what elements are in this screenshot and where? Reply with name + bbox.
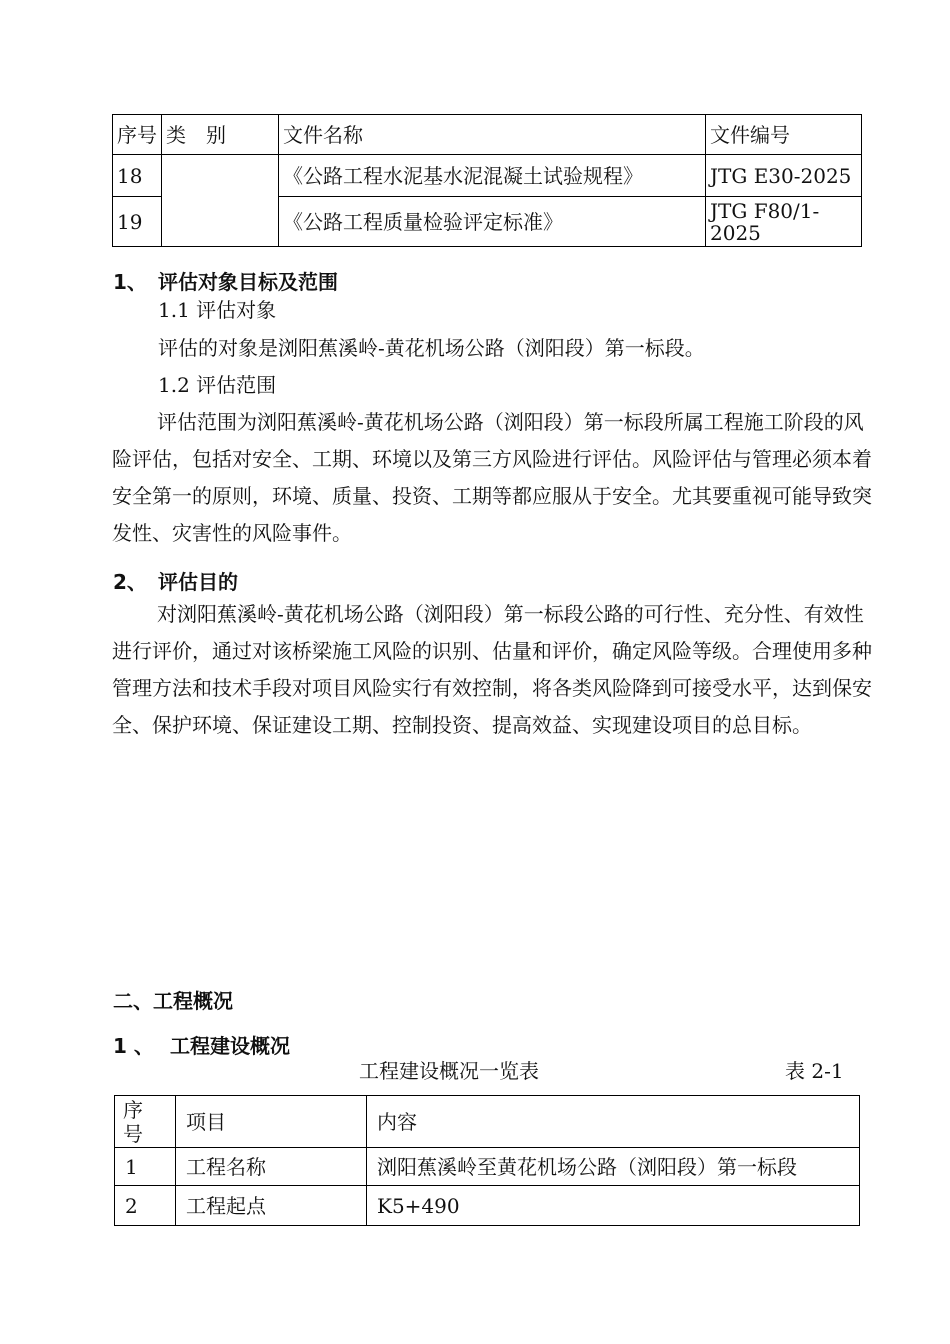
chapter-2-title: 二、工程概况	[113, 989, 233, 1013]
section-1-number: 1、	[113, 270, 147, 294]
paragraph-assessment-scope: 评估范围为浏阳蕉溪岭-黄花机场公路（浏阳段）第一标段所属工程施工阶段的风险评估，包括对安全、工期、环境以及第三方风险进行评估。风险评估与管理必须本着安全第一的原则，环境、质量、投资、工期等都应服从于安全。尤其要重视可能导致突发性、灾害性的风险事件。	[112, 410, 872, 545]
section-2-number: 2、	[113, 570, 147, 594]
header-item: 项目	[176, 1096, 367, 1148]
subsection-2-1-number: 1 、	[113, 1034, 154, 1058]
row-no: 18	[113, 155, 162, 197]
row-no: 19	[113, 197, 162, 247]
row-no: 1	[115, 1148, 176, 1186]
row-file-name: 《公路工程质量检验评定标准》	[279, 197, 706, 247]
table-number: 表 2-1	[785, 1059, 844, 1083]
table-row	[115, 1186, 860, 1226]
header-content: 内容	[367, 1096, 860, 1148]
subsection-1-2: 1.2 评估范围	[158, 373, 277, 397]
header-no-text: 序号	[123, 1097, 143, 1146]
row-content: 浏阳蕉溪岭至黄花机场公路（浏阳段）第一标段	[367, 1148, 860, 1186]
header-file-code: 文件编号	[706, 115, 862, 155]
table-row	[115, 1148, 860, 1186]
row-file-name: 《公路工程水泥基水泥混凝土试验规程》	[279, 155, 706, 197]
row-item: 工程起点	[176, 1186, 367, 1226]
row-no: 2	[115, 1186, 176, 1226]
table-caption: 工程建设概况一览表	[359, 1059, 539, 1083]
subsection-1-1: 1.1 评估对象	[158, 298, 277, 322]
project-overview-table	[114, 1095, 860, 1226]
header-category: 类 别	[162, 115, 279, 155]
header-file-name: 文件名称	[279, 115, 706, 155]
row-file-code: JTG E30-2025	[706, 155, 862, 197]
table-row	[113, 155, 862, 197]
section-2-title: 评估目的	[158, 570, 238, 594]
header-no: 序号	[113, 115, 162, 155]
header-no	[115, 1096, 176, 1148]
subsection-2-1-title: 工程建设概况	[170, 1034, 290, 1058]
row-item: 工程名称	[176, 1148, 367, 1186]
standards-table	[112, 114, 862, 247]
section-1-title: 评估对象目标及范围	[158, 270, 338, 294]
row-content: K5+490	[367, 1186, 860, 1226]
paragraph-assessment-object: 评估的对象是浏阳蕉溪岭-黄花机场公路（浏阳段）第一标段。	[158, 336, 705, 360]
table-header-row	[113, 115, 862, 155]
table-header-row	[115, 1096, 860, 1148]
paragraph-assessment-purpose: 对浏阳蕉溪岭-黄花机场公路（浏阳段）第一标段公路的可行性、充分性、有效性进行评价，通过对该桥梁施工风险的识别、估量和评价，确定风险等级。合理使用多种管理方法和技术手段对项目风险实行有效控制，将各类风险降到可接受水平，达到保安全、保护环境、保证建设工期、控制投资、提高效益、实现建设项目的总目标。	[112, 602, 872, 737]
row-category	[162, 155, 279, 247]
row-file-code: JTG F80/1-2025	[706, 197, 862, 247]
